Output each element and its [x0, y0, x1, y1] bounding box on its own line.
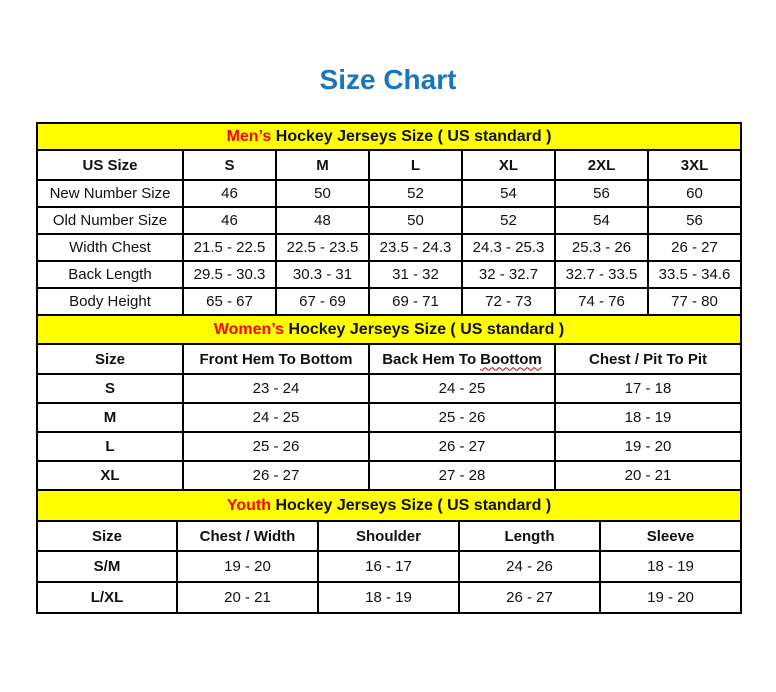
value-cell: 54 — [462, 180, 555, 207]
youth-section-title — [37, 490, 741, 521]
value-cell: 65 - 67 — [183, 288, 276, 315]
header-cell: 3XL — [648, 150, 741, 180]
size-label-cell: S — [37, 374, 183, 403]
row-label-cell: Old Number Size — [37, 207, 183, 234]
mens-section-title — [37, 123, 741, 150]
value-cell: 23.5 - 24.3 — [369, 234, 462, 261]
value-cell: 56 — [648, 207, 741, 234]
misspelled-word: Boottom — [480, 350, 542, 368]
header-cell: Front Hem To Bottom — [183, 344, 369, 374]
value-cell: 30.3 - 31 — [276, 261, 369, 288]
value-cell: 19 - 20 — [600, 582, 741, 613]
value-cell: 67 - 69 — [276, 288, 369, 315]
table-row — [37, 461, 741, 490]
value-cell: 46 — [183, 207, 276, 234]
mens-header-row — [37, 150, 741, 180]
womens-section-rest: Hockey Jerseys Size ( US standard ) — [284, 320, 565, 338]
youth-section-rest: Hockey Jerseys Size ( US standard ) — [271, 496, 552, 514]
row-label-cell: New Number Size — [37, 180, 183, 207]
value-cell: 69 - 71 — [369, 288, 462, 315]
header-cell: Chest / Pit To Pit — [555, 344, 741, 374]
value-cell: 19 - 20 — [177, 551, 318, 582]
header-cell: Shoulder — [318, 521, 459, 551]
header-cell: S — [183, 150, 276, 180]
value-cell: 19 - 20 — [555, 432, 741, 461]
youth-section-accent: Youth — [226, 496, 272, 514]
womens-section-accent: Women’s — [213, 320, 285, 338]
womens-section-band — [37, 315, 741, 344]
table-row — [37, 180, 741, 207]
header-text: Back Hem To — [382, 350, 477, 368]
mens-section-rest: Hockey Jerseys Size ( US standard ) — [271, 127, 552, 145]
value-cell: 16 - 17 — [318, 551, 459, 582]
header-cell: L — [369, 150, 462, 180]
youth-header-row — [37, 521, 741, 551]
header-cell: Chest / Width — [177, 521, 318, 551]
value-cell: 32 - 32.7 — [462, 261, 555, 288]
value-cell: 26 - 27 — [183, 461, 369, 490]
value-cell: 25.3 - 26 — [555, 234, 648, 261]
value-cell: 18 - 19 — [600, 551, 741, 582]
value-cell: 20 - 21 — [555, 461, 741, 490]
header-cell-misspelled — [369, 344, 555, 374]
value-cell: 26 - 27 — [369, 432, 555, 461]
value-cell: 56 — [555, 180, 648, 207]
size-label-cell: XL — [37, 461, 183, 490]
value-cell: 24.3 - 25.3 — [462, 234, 555, 261]
value-cell: 60 — [648, 180, 741, 207]
value-cell: 21.5 - 22.5 — [183, 234, 276, 261]
size-label-cell: S/M — [37, 551, 177, 582]
value-cell: 18 - 19 — [555, 403, 741, 432]
womens-section-title — [37, 315, 741, 344]
row-label-cell: Width Chest — [37, 234, 183, 261]
table-row — [37, 551, 741, 582]
row-label-cell: Body Height — [37, 288, 183, 315]
youth-section-band — [37, 490, 741, 521]
value-cell: 74 - 76 — [555, 288, 648, 315]
table-row — [37, 582, 741, 613]
value-cell: 32.7 - 33.5 — [555, 261, 648, 288]
table-row — [37, 374, 741, 403]
value-cell: 48 — [276, 207, 369, 234]
value-cell: 26 - 27 — [648, 234, 741, 261]
value-cell: 54 — [555, 207, 648, 234]
table-row — [37, 432, 741, 461]
value-cell: 77 - 80 — [648, 288, 741, 315]
header-cell: Size — [37, 344, 183, 374]
header-cell: Length — [459, 521, 600, 551]
value-cell: 25 - 26 — [369, 403, 555, 432]
page-title: Size Chart — [319, 64, 457, 95]
table-row — [37, 207, 741, 234]
value-cell: 52 — [462, 207, 555, 234]
size-label-cell: L — [37, 432, 183, 461]
youth-size-table — [36, 489, 742, 614]
value-cell: 27 - 28 — [369, 461, 555, 490]
size-label-cell: L/XL — [37, 582, 177, 613]
value-cell: 20 - 21 — [177, 582, 318, 613]
value-cell: 50 — [276, 180, 369, 207]
header-cell: M — [276, 150, 369, 180]
value-cell: 46 — [183, 180, 276, 207]
size-label-cell: M — [37, 403, 183, 432]
value-cell: 25 - 26 — [183, 432, 369, 461]
mens-section-accent: Men’s — [226, 127, 272, 145]
value-cell: 26 - 27 — [459, 582, 600, 613]
value-cell: 24 - 26 — [459, 551, 600, 582]
size-chart — [36, 122, 740, 614]
value-cell: 72 - 73 — [462, 288, 555, 315]
mens-size-table — [36, 122, 742, 316]
value-cell: 17 - 18 — [555, 374, 741, 403]
header-cell: 2XL — [555, 150, 648, 180]
header-cell: Size — [37, 521, 177, 551]
womens-header-row — [37, 344, 741, 374]
value-cell: 23 - 24 — [183, 374, 369, 403]
table-row — [37, 288, 741, 315]
value-cell: 24 - 25 — [369, 374, 555, 403]
header-cell: US Size — [37, 150, 183, 180]
womens-size-table — [36, 314, 742, 491]
value-cell: 33.5 - 34.6 — [648, 261, 741, 288]
value-cell: 50 — [369, 207, 462, 234]
row-label-cell: Back Length — [37, 261, 183, 288]
mens-section-band — [37, 123, 741, 150]
value-cell: 18 - 19 — [318, 582, 459, 613]
header-cell: XL — [462, 150, 555, 180]
value-cell: 22.5 - 23.5 — [276, 234, 369, 261]
table-row — [37, 261, 741, 288]
value-cell: 24 - 25 — [183, 403, 369, 432]
value-cell: 29.5 - 30.3 — [183, 261, 276, 288]
header-cell: Sleeve — [600, 521, 741, 551]
table-row — [37, 234, 741, 261]
table-row — [37, 403, 741, 432]
value-cell: 52 — [369, 180, 462, 207]
value-cell: 31 - 32 — [369, 261, 462, 288]
